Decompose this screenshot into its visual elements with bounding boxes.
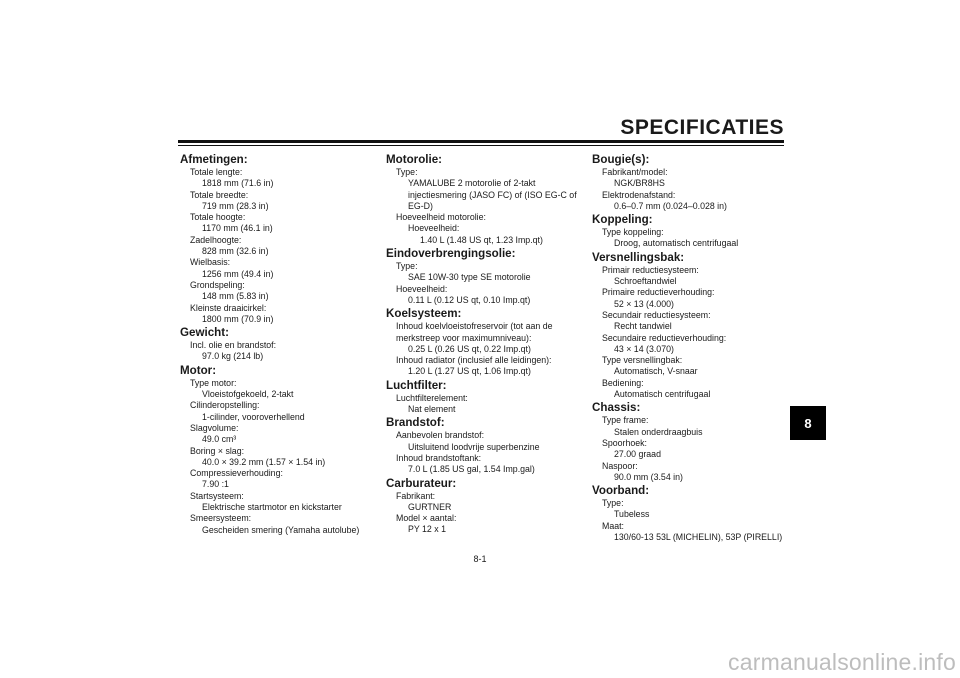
spec-value: Automatisch centrifugaal xyxy=(614,389,711,400)
chapter-tab: 8 xyxy=(790,406,826,440)
spec-value: 719 mm (28.3 in) xyxy=(202,200,269,211)
spec-value: Elektrische startmotor en kickstarter xyxy=(202,502,342,513)
spec-label: merkstreep voor maximumniveau): xyxy=(396,332,532,343)
spec-value: EG-D) xyxy=(408,200,433,211)
spec-label: Type frame: xyxy=(602,415,649,426)
spec-label: Bediening: xyxy=(602,377,644,388)
spec-label: Hoeveelheid: xyxy=(396,283,448,294)
spec-label: Type: xyxy=(602,498,624,509)
spec-value: 1.20 L (1.27 US qt, 1.06 Imp.qt) xyxy=(408,366,531,377)
spec-label: Cilinderopstelling: xyxy=(190,400,260,411)
spec-value: 1800 mm (70.9 in) xyxy=(202,313,274,324)
spec-label: Inhoud koelvloeistofreservoir (tot aan de xyxy=(396,321,553,332)
spec-label: Compressieverhouding: xyxy=(190,468,283,479)
spec-value: Recht tandwiel xyxy=(614,321,672,332)
spec-value: 0.6–0.7 mm (0.024–0.028 in) xyxy=(614,200,727,211)
spec-label: Totale breedte: xyxy=(190,189,249,200)
spec-value: 1818 mm (71.6 in) xyxy=(202,178,274,189)
section-heading: Gewicht: xyxy=(180,326,229,340)
spec-column-3 xyxy=(592,152,792,543)
spec-label: Maat: xyxy=(602,520,625,531)
spec-value: 40.0 × 39.2 mm (1.57 × 1.54 in) xyxy=(202,456,326,467)
section-heading: Motorolie: xyxy=(386,153,443,166)
watermark: carmanualsonline.info xyxy=(728,649,956,675)
spec-value: Schroeftandwiel xyxy=(614,276,677,287)
section-heading: Koppeling: xyxy=(592,213,653,227)
section-heading: Koelsysteem: xyxy=(386,307,462,321)
spec-value: Uitsluitend loodvrije superbenzine xyxy=(408,441,540,452)
spec-label: Slagvolume: xyxy=(190,422,239,433)
spec-label: Type versnellingbak: xyxy=(602,355,683,366)
spec-label: Spoorhoek: xyxy=(602,437,647,448)
spec-value: 148 mm (5.83 in) xyxy=(202,291,269,302)
spec-label: Wielbasis: xyxy=(190,257,231,268)
section-heading: Chassis: xyxy=(592,401,641,415)
spec-value: 0.25 L (0.26 US qt, 0.22 Imp.qt) xyxy=(408,343,531,354)
spec-label: Zadelhoogte: xyxy=(190,234,242,245)
section-heading: Motor: xyxy=(180,363,217,377)
spec-label: Type: xyxy=(396,167,418,177)
spec-label: Totale hoogte: xyxy=(190,212,246,223)
spec-label: Type: xyxy=(396,261,418,272)
page-title: SPECIFICATIES xyxy=(620,116,784,139)
spec-value: 1170 mm (46.1 in) xyxy=(202,223,273,234)
spec-label: Smeersysteem: xyxy=(190,513,252,524)
spec-value: 43 × 14 (3.070) xyxy=(614,343,674,354)
spec-label: Fabrikant: xyxy=(396,490,436,501)
spec-value: PY 12 x 1 xyxy=(408,524,446,535)
spec-value: 7.0 L (1.85 US gal, 1.54 Imp.gal) xyxy=(408,464,535,475)
section-heading: Carburateur: xyxy=(386,476,457,490)
spec-label: Incl. olie en brandstof: xyxy=(190,340,277,351)
spec-value: 1.40 L (1.48 US qt, 1.23 Imp.qt) xyxy=(420,234,543,245)
spec-label: Luchtfilterelement: xyxy=(396,392,468,403)
spec-label: Type koppeling: xyxy=(602,227,664,238)
spec-value: 130/60-13 53L (MICHELIN), 53P (PIRELLI) xyxy=(614,532,783,543)
spec-value: 828 mm (32.6 in) xyxy=(202,246,269,257)
spec-label: Boring × slag: xyxy=(190,445,245,456)
spec-label: Inhoud brandstoftank: xyxy=(396,452,482,463)
spec-value: 1256 mm (49.4 in) xyxy=(202,268,274,279)
spec-value: 1-cilinder, vooroverhellend xyxy=(202,411,305,422)
spec-value: 0.11 L (0.12 US qt, 0.10 Imp.qt) xyxy=(408,294,531,305)
spec-label: Kleinste draaicirkel: xyxy=(190,302,267,313)
spec-label: Type motor: xyxy=(190,377,237,388)
spec-value: NGK/BR8HS xyxy=(614,178,665,189)
spec-value: Nat element xyxy=(408,404,456,415)
spec-value: Tubeless xyxy=(614,509,650,520)
spec-label: Fabrikant/model: xyxy=(602,167,668,177)
spec-label: Grondspeling: xyxy=(190,279,245,290)
spec-label: Elektrodenafstand: xyxy=(602,189,676,200)
spec-value: Gescheiden smering (Yamaha autolube) xyxy=(202,524,360,535)
spec-label: Model × aantal: xyxy=(396,513,457,524)
spec-label: Secundaire reductieverhouding: xyxy=(602,332,727,343)
spec-value: 90.0 mm (3.54 in) xyxy=(614,471,683,482)
section-heading: Bougie(s): xyxy=(592,153,650,166)
spec-label: Hoeveelheid motorolie: xyxy=(396,212,486,223)
header-rule xyxy=(178,140,784,143)
spec-label: Primaire reductieverhouding: xyxy=(602,287,715,298)
section-heading: Voorband: xyxy=(592,484,650,498)
spec-value: Stalen onderdraagbuis xyxy=(614,426,703,437)
section-heading: Afmetingen: xyxy=(180,153,248,166)
spec-label: Secundair reductiesysteem: xyxy=(602,309,711,320)
spec-value: Automatisch, V-snaar xyxy=(614,366,698,377)
spec-label: Naspoor: xyxy=(602,460,638,471)
section-heading: Versnellingsbak: xyxy=(592,250,685,264)
spec-value: 27.00 graad xyxy=(614,449,661,460)
spec-value: 52 × 13 (4.000) xyxy=(614,298,674,309)
spec-value: injectiesmering (JASO FC) of (ISO EG-C of xyxy=(408,189,577,200)
spec-column-2 xyxy=(386,152,586,536)
spec-value: 97.0 kg (214 lb) xyxy=(202,351,264,362)
spec-value: Droog, automatisch centrifugaal xyxy=(614,238,739,249)
spec-value: SAE 10W-30 type SE motorolie xyxy=(408,272,531,283)
spec-value: GURTNER xyxy=(408,501,452,512)
spec-label: Aanbevolen brandstof: xyxy=(396,430,485,441)
section-heading: Eindoverbrengingsolie: xyxy=(386,247,516,261)
spec-value: YAMALUBE 2 motorolie of 2-takt xyxy=(408,178,536,189)
spec-label: Totale lengte: xyxy=(190,167,243,177)
section-heading: Brandstof: xyxy=(386,416,445,430)
spec-value: Vloeistofgekoeld, 2-takt xyxy=(202,389,294,400)
section-heading: Luchtfilter: xyxy=(386,378,447,392)
spec-label: Primair reductiesysteem: xyxy=(602,264,699,275)
spec-column-1 xyxy=(180,152,375,536)
spec-value: 49.0 cm³ xyxy=(202,434,237,445)
page-number: 8-1 xyxy=(473,554,487,564)
spec-label: Startsysteem: xyxy=(190,490,244,501)
header-rule-thin xyxy=(178,145,784,146)
spec-label: Inhoud radiator (inclusief alle leidingen): xyxy=(396,355,552,366)
spec-value: Hoeveelheid: xyxy=(408,223,460,234)
spec-value: 7.90 :1 xyxy=(202,479,229,490)
